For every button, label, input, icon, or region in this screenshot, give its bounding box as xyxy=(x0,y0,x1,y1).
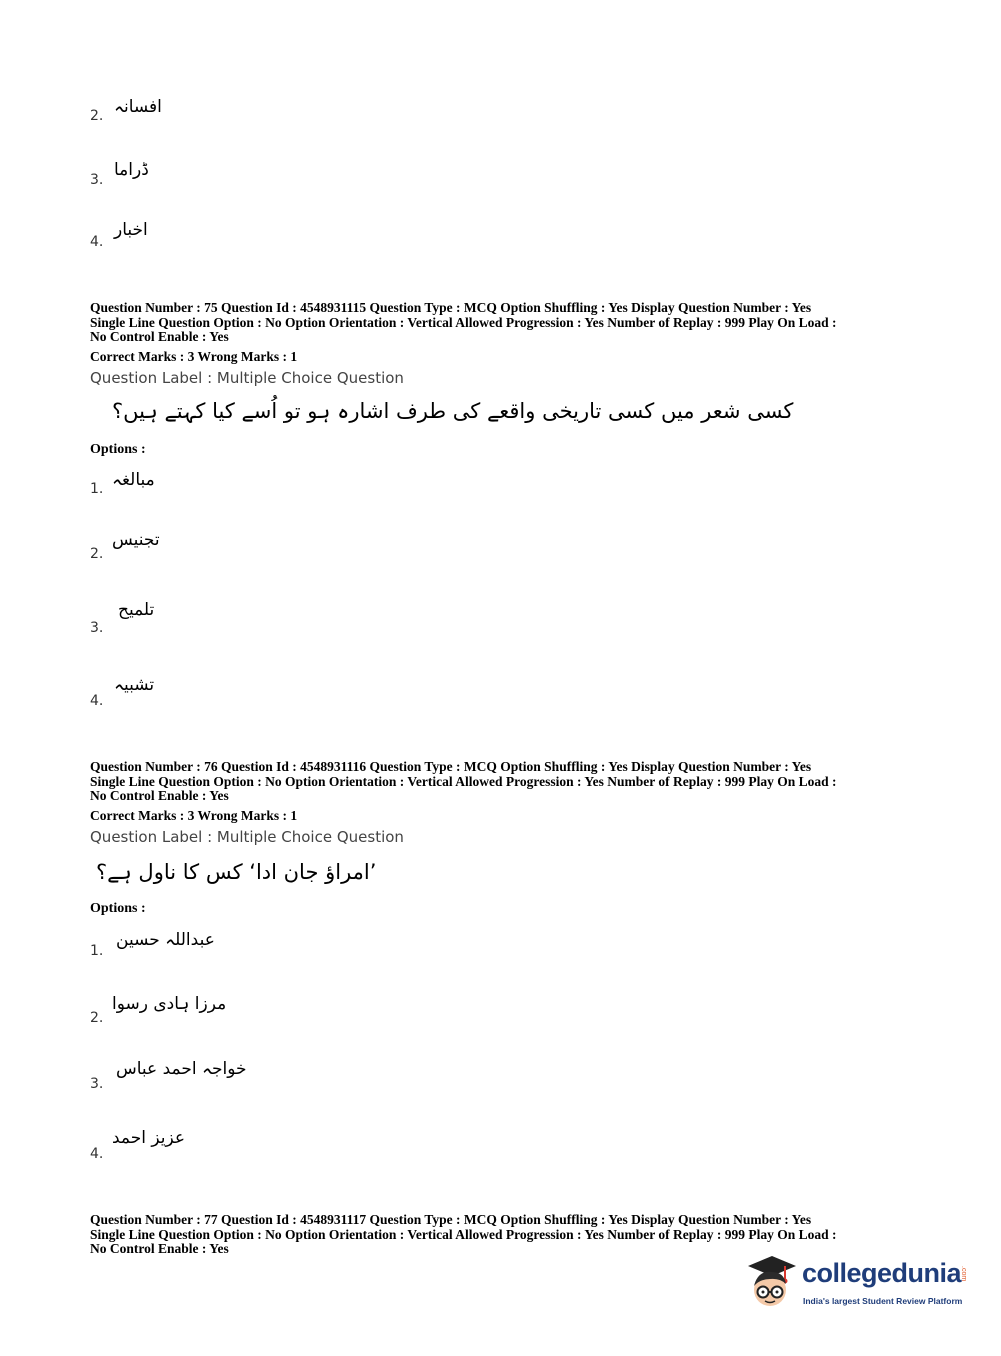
option-number: 4. xyxy=(90,1146,104,1162)
option-number: 2. xyxy=(90,1010,104,1026)
options-label: Options : xyxy=(90,442,146,457)
option-number: 3. xyxy=(90,172,104,188)
question-text: کسی شعر میں کسی تاریخی واقعے کی طرف اشارہ ہو تو اُسے کیا کہتے ہیں؟ xyxy=(112,399,794,423)
logo-wordmark: collegedunia xyxy=(802,1258,962,1288)
question-marks: Correct Marks : 3 Wrong Marks : 1 xyxy=(90,349,298,364)
option-text: خواجہ احمد عباس xyxy=(116,1059,247,1079)
logo-suffix: .com xyxy=(960,1266,967,1282)
option-number: 4. xyxy=(90,693,104,709)
option-number: 2. xyxy=(90,108,104,124)
question-meta xyxy=(90,760,920,804)
option-number: 4. xyxy=(90,234,104,250)
option-text: افسانہ xyxy=(114,97,162,117)
option-text: مبالغہ xyxy=(112,470,155,490)
option-text: تشبیہ xyxy=(114,675,155,695)
meta-line: No Control Enable : Yes xyxy=(90,1241,229,1256)
meta-line: Single Line Question Option : No Option Orientation : Vertical Allowed Progression : Yes Number of Replay : 999 Play On Load : xyxy=(90,314,837,330)
logo-tagline: India's largest Student Review Platform xyxy=(803,1296,963,1306)
option-text: مرزا ہادی رسوا xyxy=(112,994,227,1014)
option-text: عزیز احمد xyxy=(112,1128,186,1148)
meta-line: No Control Enable : Yes xyxy=(90,788,229,803)
option-number: 1. xyxy=(90,943,104,959)
question-label: Question Label : Multiple Choice Question xyxy=(90,828,404,846)
option-number: 3. xyxy=(90,1076,104,1092)
option-number: 2. xyxy=(90,546,104,562)
option-text: ڈراما xyxy=(114,160,149,180)
meta-line: Single Line Question Option : No Option Orientation : Vertical Allowed Progression : Yes Number of Replay : 999 Play On Load : xyxy=(90,773,837,789)
meta-line: Question Number : 77 Question Id : 4548931117 Question Type : MCQ Option Shuffling : Yes Display Question Number : Yes xyxy=(90,1212,812,1227)
meta-line: No Control Enable : Yes xyxy=(90,329,229,344)
meta-line: Question Number : 76 Question Id : 4548931116 Question Type : MCQ Option Shuffling : Yes Display Question Number : Yes xyxy=(90,759,812,774)
question-label: Question Label : Multiple Choice Question xyxy=(90,369,404,387)
mascot-icon xyxy=(740,1252,802,1316)
option-number: 1. xyxy=(90,481,104,497)
option-text: تلمیح xyxy=(118,600,155,620)
meta-line: Single Line Question Option : No Option Orientation : Vertical Allowed Progression : Yes Number of Replay : 999 Play On Load : xyxy=(90,1226,837,1242)
options-label: Options : xyxy=(90,901,146,916)
meta-line: Question Number : 75 Question Id : 4548931115 Question Type : MCQ Option Shuffling : Yes Display Question Number : Yes xyxy=(90,300,812,315)
collegedunia-logo xyxy=(740,1252,970,1320)
option-text: اخبار xyxy=(114,220,148,240)
option-number: 3. xyxy=(90,620,104,636)
question-text: ’امراؤ جان ادا‘ کس کا ناول ہے؟ xyxy=(96,860,377,884)
option-text: عبداللہ حسین xyxy=(116,930,215,950)
question-meta xyxy=(90,1213,920,1257)
question-meta xyxy=(90,301,920,345)
question-marks: Correct Marks : 3 Wrong Marks : 1 xyxy=(90,808,298,823)
option-text: تجنیس xyxy=(112,530,160,550)
